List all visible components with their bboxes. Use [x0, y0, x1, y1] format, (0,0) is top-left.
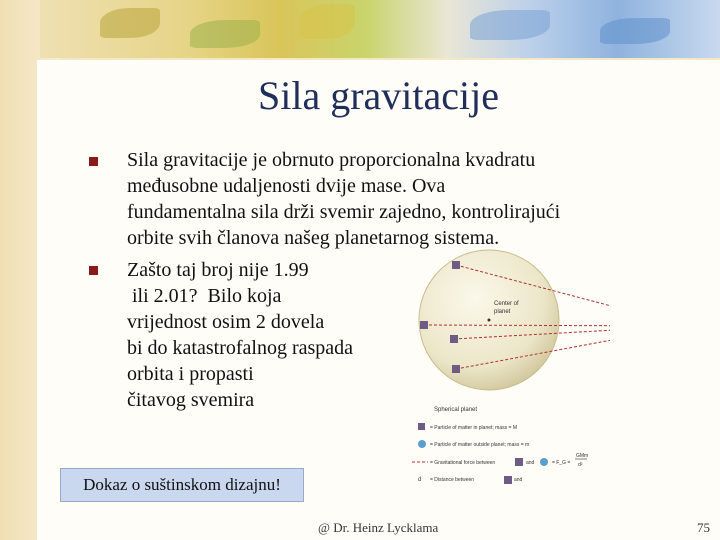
inside-particle [450, 335, 458, 343]
bullet-1-line: Sila gravitacije je obrnuto proporcionalna kvadratu [127, 149, 536, 171]
inside-particle [452, 261, 460, 269]
planet-caption: Spherical planet [434, 407, 478, 413]
bullet-1-line: međusobne udaljenosti dvije mase. Ova [127, 175, 446, 197]
bullet-marker [89, 157, 98, 166]
bullet-2-line: vrijednost osim 2 dovela [127, 311, 325, 333]
bullet-1-line: orbite svih članova našeg planetarnog sistema. [127, 227, 500, 249]
legend-item: = Distance between [430, 477, 475, 483]
footer-author: @ Dr. Heinz Lycklama [318, 520, 439, 535]
legend-item: = Gravitational force between [430, 460, 496, 466]
formula-bottom: d² [578, 462, 583, 468]
bullet-1-line: fundamentalna sila drži svemir zajedno, kontrolirajući [127, 201, 561, 223]
bullet-marker [89, 266, 98, 275]
formula-top: GMm [576, 453, 589, 459]
inside-particle [420, 321, 428, 329]
legend-formula: = F_G = [552, 460, 571, 466]
legend-item: = Particle of matter in planet; mass = M [430, 425, 517, 431]
bullet-2-line: čitavog svemira [127, 389, 255, 411]
bullet-2-line: Zašto taj broj nije 1.99 [127, 259, 309, 281]
gravity-diagram [404, 243, 610, 490]
svg-text:and: and [514, 477, 523, 483]
page-number: 75 [697, 520, 710, 535]
center-label: Center of [494, 301, 519, 307]
callout-note: Dokaz o suštinskom dizajnu! [60, 468, 304, 502]
inside-particle [452, 365, 460, 373]
center-label: planet [494, 309, 511, 315]
planet-center-dot [488, 319, 491, 322]
legend-and: and [526, 460, 535, 466]
bullet-1-text [127, 147, 560, 251]
bullet-2-line: bi do katastrofalnog raspada [127, 337, 354, 359]
slide-title: Sila gravitacije [257, 73, 499, 118]
bullet-2-line: ili 2.01? Bilo koja [127, 285, 282, 307]
bullet-2-line: orbita i propasti [127, 363, 254, 385]
bullet-2-text [127, 257, 353, 413]
legend-item: = Particle of matter outside planet; mass = m [430, 442, 530, 448]
decorative-banner [40, 0, 720, 58]
svg-text:d: d [418, 477, 422, 483]
